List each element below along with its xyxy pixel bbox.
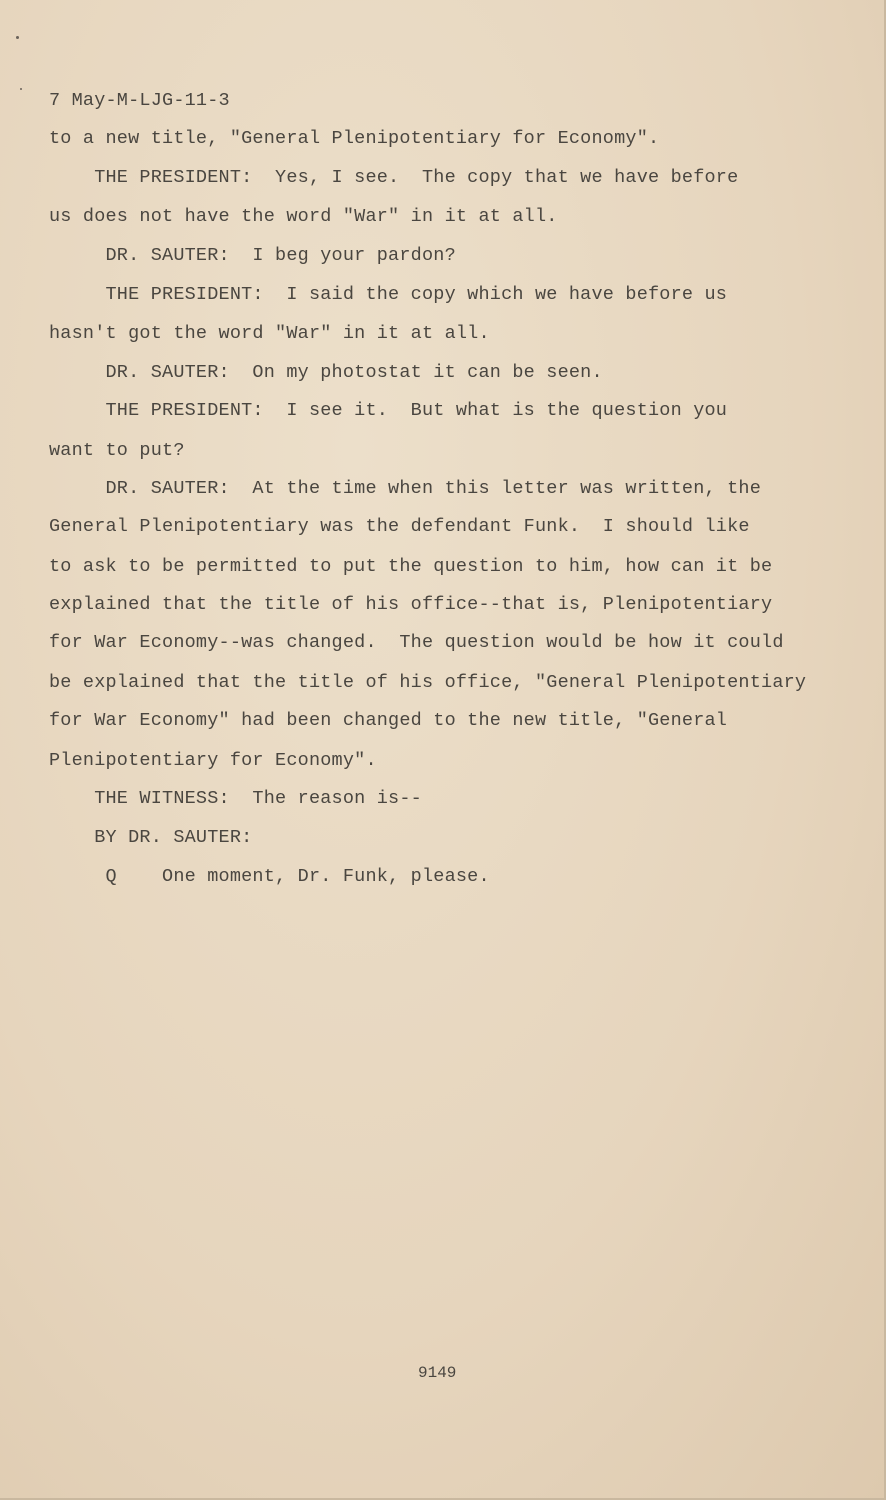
ink-speck: [16, 36, 19, 39]
ink-speck: [20, 88, 22, 90]
transcript-line: us does not have the word "War" in it at all.: [49, 206, 558, 227]
transcript-line: DR. SAUTER: At the time when this letter was written, the: [49, 478, 762, 499]
transcript-line: THE PRESIDENT: Yes, I see. The copy that we have before: [49, 167, 739, 188]
transcript-line: Q One moment, Dr. Funk, please.: [49, 866, 490, 887]
transcript-line: General Plenipotentiary was the defendant Funk. I should like: [49, 516, 750, 537]
document-reference: 7 May-M-LJG-11-3: [49, 90, 230, 111]
transcript-line: to ask to be permitted to put the question to him, how can it be: [49, 556, 773, 577]
transcript-line: for War Economy" had been changed to the new title, "General: [49, 710, 728, 731]
transcript-line: be explained that the title of his office, "General Plenipotentiary: [49, 672, 807, 693]
page-number: 9149: [418, 1364, 457, 1382]
transcript-line: THE WITNESS: The reason is--: [49, 788, 422, 809]
transcript-line: explained that the title of his office--that is, Plenipotentiary: [49, 594, 773, 615]
transcript-line: hasn't got the word "War" in it at all.: [49, 323, 490, 344]
transcript-line: for War Economy--was changed. The question would be how it could: [49, 632, 784, 653]
transcript-line: to a new title, "General Plenipotentiary for Economy".: [49, 128, 660, 149]
transcript-line: want to put?: [49, 440, 185, 461]
transcript-line: BY DR. SAUTER:: [49, 827, 253, 848]
transcript-line: THE PRESIDENT: I said the copy which we have before us: [49, 284, 728, 305]
transcript-line: DR. SAUTER: I beg your pardon?: [49, 245, 456, 266]
transcript-line: THE PRESIDENT: I see it. But what is the question you: [49, 400, 728, 421]
transcript-line: Plenipotentiary for Economy".: [49, 750, 377, 771]
transcript-line: DR. SAUTER: On my photostat it can be seen.: [49, 362, 603, 383]
